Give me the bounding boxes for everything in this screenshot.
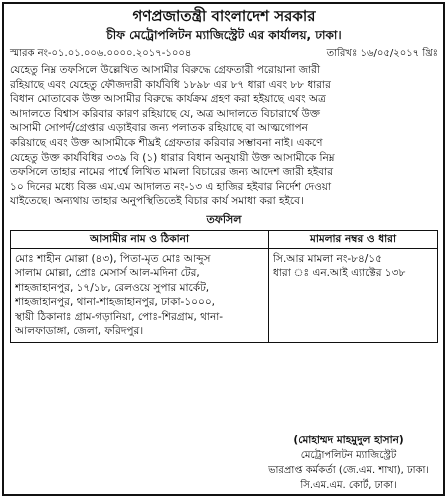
signatory-role: ভারপ্রাপ্ত কর্মকর্তা (জে.এম. শাখা), ঢাকা। [268,465,429,476]
accused-line: শাহজাহানপুর, ১৭/১৮, রেলওয়ে সুপার মার্কেট, [15,281,210,294]
accused-line: স্থায়ী ঠিকানাঃ গ্রাম-গড়ানিয়া, পোঃ-শিরগ্রাম, থানা- [15,310,224,323]
accused-column-header: আসামীর নাম ও ঠিকানা [11,231,269,249]
reference-row [10,47,438,61]
body-line: যেহেতু উক্ত কার্যবিধির ৩৩৯ বি (১) ধারার বিধান অনুযায়ী উক্ত আসামীকে নিম্ন [10,151,335,164]
signature-block [268,433,429,493]
signatory-title: মেট্রোপলিটন ম্যাজিস্ট্রেট [300,450,397,461]
body-line: যাইতেছে। অন্যথায় তাহার অনুপস্থিতিতেই বিচার কার্য সমাধা করা হইবে। [10,195,304,208]
accused-line: আলফাডাঙ্গা, জেলা, ফরিদপুর। [15,325,144,338]
case-line: ধারা ঃ এন.আই এ্যাক্টের ১৩৮ [273,267,406,280]
notice-date: তারিখঃ ১৬/০৫/২০১৭ খ্রিঃ [326,48,438,59]
body-line: বিধান মোতাবেক উক্ত আসামীর বিরুদ্ধে কার্যক্রম গ্রহণ করা হইয়াছে এবং অত্র [10,93,326,106]
body-line: তফসিলে তাহার নামের পার্শ্বে লিখিত মামলা বিচারের জন্য আদেশ জারী হইবার [10,166,333,179]
memo-number: স্মারক নং-০১.০১.০০৬.০০০০.২০১৭-১০০৪ [10,48,192,59]
notice-document [2,2,445,496]
body-line: ১০ দিনের মধ্যে বিজ্ঞ এম.এম আদালত নং-১৩ এ হাজির হইবার নির্দেশ দেওয়া [10,180,332,193]
signatory-office: সি.এম.এম. কোর্ট, ঢাকা। [300,480,397,491]
accused-line: সালাম মোল্লা, প্রোঃ মেসার্স আল-মদিনা টের, [15,267,200,280]
accused-line: শাহজাহানপুর, থানা-শাহজাহানপুর, ঢাকা-১০০০, [15,296,215,309]
government-title: গণপ্রজাতন্ত্রী বাংলাদেশ সরকার [132,7,316,25]
accused-line: মোঃ শাহীন মোল্লা (৪৩), পিতা-মৃত মোঃ আব্দুস [15,252,211,265]
notice-body [10,63,438,209]
case-column-header: মামলার নম্বর ও ধারা [269,231,437,249]
signatory-name: (মোহাম্মদ মাহমুদুল হাসান) [293,434,404,446]
case-details-cell [269,249,437,342]
body-line: রহিয়াছে এবং যেহেতু ফৌজদারী কার্যবিধি ১৮৯৮ এর ৮৭ ধারা এবং ৮৮ ধারার [10,78,331,91]
body-line: আসামী সোপর্দ/গ্রেপ্তার এড়াইবার জন্য পলাতক রহিয়াছে বা আত্মগোপন [10,122,308,135]
schedule-table [10,230,438,343]
body-line: আদালতে বিশ্বাস করিবার কারণ রহিয়াছে যে, অত্র আদালতে বিচারার্থে উক্ত [10,107,320,120]
case-line: সি.আর মামলা নং-৮৪/১৫ [273,252,382,265]
body-line: যেহেতু নিম্ন তফসিলে উল্লেখিত আসামীর বিরুদ্ধে গ্রেফতারী পরোয়ানা জারী [10,64,320,76]
office-subtitle: চীফ মেট্রোপলিটন ম্যাজিস্ট্রেট এর কার্যালয়, ঢাকা। [106,28,342,42]
accused-details-cell [11,249,269,342]
body-line: করিয়াছে এবং উক্ত আসামীকে শীঘ্রই গ্রেফতার করিবার সম্ভাবনা নাই। একণে [10,136,323,149]
schedule-title: তফসিল [206,212,242,226]
